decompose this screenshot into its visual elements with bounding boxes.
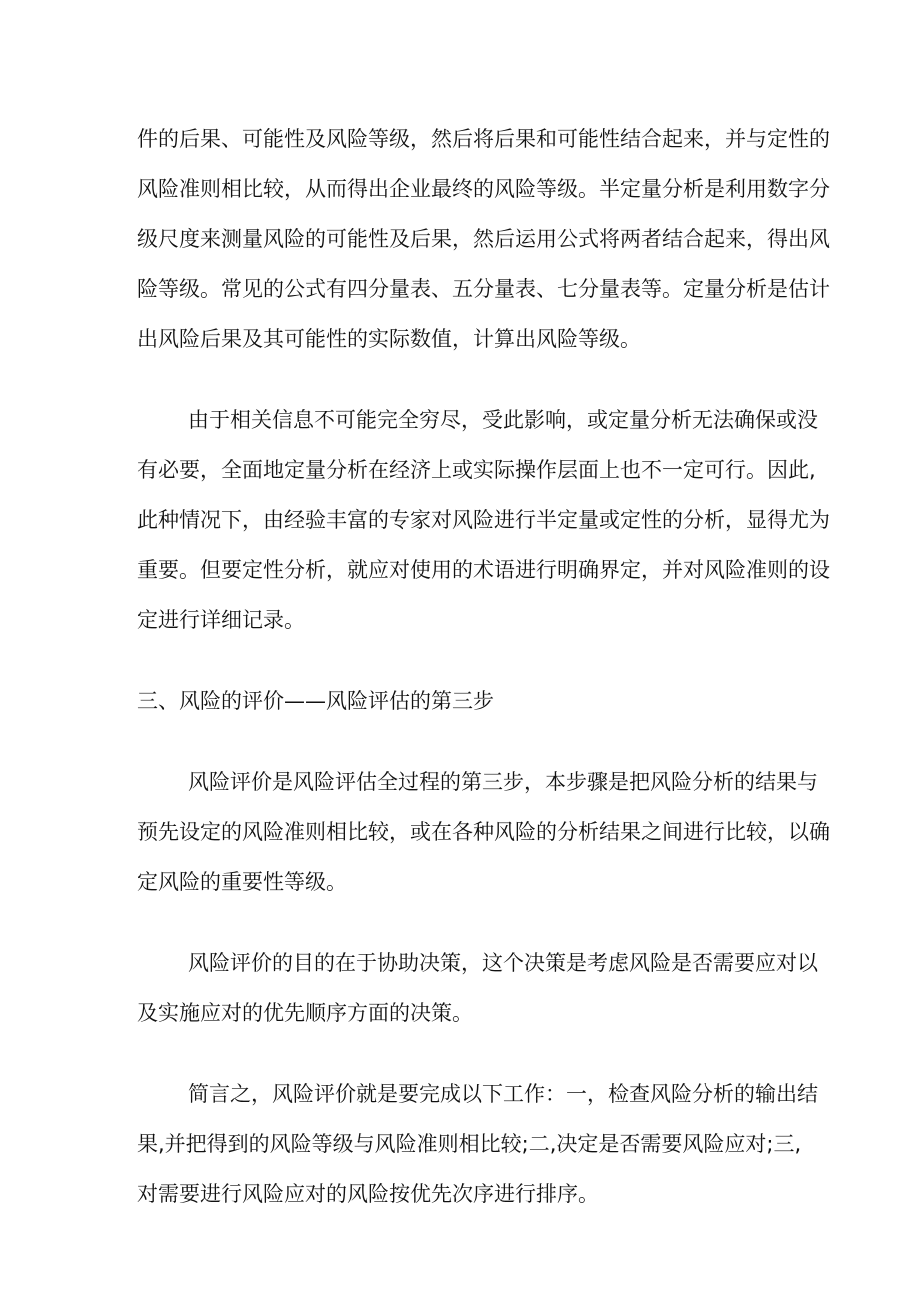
text-line: 有必要，全面地定量分析在经济上或实际操作层面上也不一定可行。因此, (137, 458, 816, 482)
text-line: 由于相关信息不可能完全穷尽，受此影响，或定量分析无法确保或没 (188, 408, 818, 432)
text-line: 简言之，风险评价就是要完成以下工作：一，检查风险分析的输出结 (188, 1082, 818, 1106)
text-line: 定风险的重要性等级。 (137, 870, 347, 894)
text-line: 定进行详细记录。 (137, 608, 305, 632)
text-line: 果,并把得到的风险等级与风险准则相比较;二,决定是否需要风险应对;三, (137, 1132, 802, 1156)
section-heading: 三、风险的评价——风险评估的第三步 (137, 689, 494, 713)
paragraph-risk-analysis-methods (137, 114, 830, 364)
paragraph-qualitative-analysis (137, 395, 830, 645)
text-line: 预先设定的风险准则相比较，或在各种风险的分析结果之间进行比较，以确 (137, 820, 830, 844)
text-line: 风险准则相比较，从而得出企业最终的风险等级。半定量分析是利用数字分 (137, 177, 830, 201)
text-line: 险等级。常见的公式有四分量表、五分量表、七分量表等。定量分析是估计 (137, 277, 830, 301)
text-line: 对需要进行风险应对的风险按优先次序进行排序。 (137, 1182, 599, 1206)
paragraph-risk-evaluation-tasks (137, 1069, 818, 1219)
text-line: 件的后果、可能性及风险等级，然后将后果和可能性结合起来，并与定性的 (137, 127, 830, 151)
text-line: 此种情况下，由经验丰富的专家对风险进行半定量或定性的分析，显得尤为 (137, 508, 830, 532)
text-line: 出风险后果及其可能性的实际数值，计算出风险等级。 (137, 327, 641, 351)
paragraph-risk-evaluation-definition (137, 757, 830, 907)
document-body (137, 114, 830, 1250)
text-line: 重要。但要定性分析，就应对使用的术语进行明确界定，并对风险准则的设 (137, 558, 830, 582)
text-line: 风险评价的目的在于协助决策，这个决策是考虑风险是否需要应对以 (188, 951, 818, 975)
text-line: 风险评价是风险评估全过程的第三步，本步骤是把风险分析的结果与 (188, 770, 818, 794)
paragraph-risk-evaluation-purpose (137, 938, 818, 1038)
text-line: 级尺度来测量风险的可能性及后果，然后运用公式将两者结合起来，得出风 (137, 227, 830, 251)
text-line: 及实施应对的优先顺序方面的决策。 (137, 1001, 473, 1025)
